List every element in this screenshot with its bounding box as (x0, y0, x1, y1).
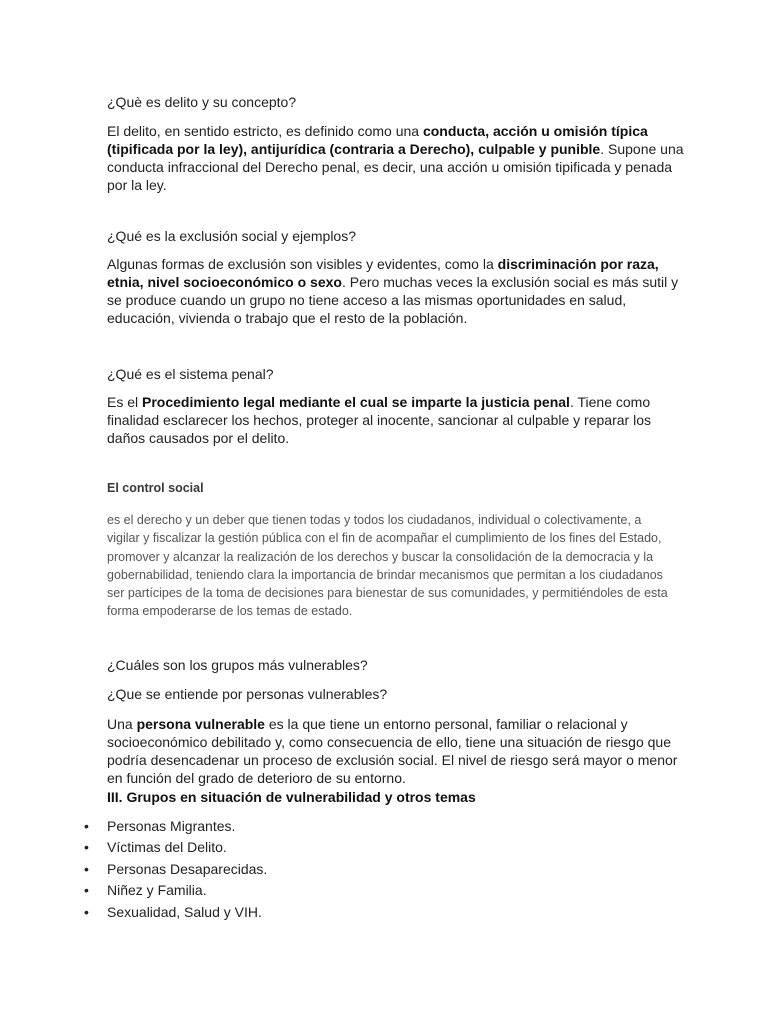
paragraph-bold: persona vulnerable (136, 716, 265, 732)
paragraph-text: es la que tiene un entorno personal, familiar o relacional y socioeconómico debilitado y, como consecuencia de ello, tiene una situación de riesgo que podría desencadenar un proceso de exclusión social. El nivel de riesgo será mayor o menor en función del grado de deterioro de su entorno. (107, 716, 678, 786)
bullet-icon: • (84, 904, 89, 920)
paragraph-text: El delito, en sentido estricto, es definido como una (107, 123, 423, 139)
question-grupos-vulnerables: ¿Cuáles son los grupos más vulnerables? (107, 657, 368, 673)
paragraph-text: . Pero muchas veces la exclusión social es más sutil y se produce cuando un grupo no tiene acceso a las mismas oportunidades en salud, educación, vivienda o trabajo que el resto de la población. (107, 274, 679, 326)
paragraph-sistema-penal (107, 393, 687, 447)
bullet-icon: • (84, 861, 89, 877)
list-item: Niñez y Familia. (107, 882, 207, 898)
paragraph-bold: conducta, acción u omisión típica (tipificada por la ley), antijurídica (contraria a Derecho), culpable y punible (107, 123, 648, 157)
bullet-icon: • (84, 839, 89, 855)
list-item: Sexualidad, Salud y VIH. (107, 904, 262, 920)
heading-grupos-vulnerabilidad: III. Grupos en situación de vulnerabilidad y otros temas (107, 789, 476, 805)
paragraph-text: Es el (107, 394, 143, 410)
paragraph-text: . Tiene como finalidad esclarecer los hechos, proteger al inocente, sancionar al culpable y reparar los daños causados por el delito. (107, 394, 651, 446)
paragraph-text: Algunas formas de exclusión son visibles y evidentes, como la (107, 256, 498, 272)
paragraph-text: Una (107, 716, 137, 732)
question-sistema-penal: ¿Qué es el sistema penal? (107, 366, 274, 382)
paragraph-bold: discriminación por raza, etnia, nivel socioeconómico o sexo (107, 256, 659, 290)
list-item: Personas Desaparecidas. (107, 861, 268, 877)
paragraph-delito (107, 122, 687, 194)
list-item: Personas Migrantes. (107, 818, 236, 834)
paragraph-bold: Procedimiento legal mediante el cual se imparte la justicia penal (142, 394, 570, 410)
list-item: Víctimas del Delito. (107, 839, 227, 855)
question-exclusion: ¿Qué es la exclusión social y ejemplos? (107, 228, 357, 244)
paragraph-text: . Supone una conducta infraccional del Derecho penal, es decir, una acción u omisión tipificada y penada por la ley. (107, 141, 684, 193)
question-delito: ¿Què es delito y su concepto? (107, 94, 297, 110)
question-personas-vulnerables: ¿Que se entiende por personas vulnerables? (107, 686, 388, 702)
paragraph-control-social: es el derecho y un deber que tienen todas y todos los ciudadanos, individual o colectivamente, a vigilar y fiscalizar la gestión pública con el fin de acompañar el cumplimiento de los fines del Estado, promover y alcanzar la realización de los derechos y buscar la consolidación de la democracia y la gobernabilidad, teniendo clara la importancia de brindar mecanismos que permitan a los ciudadanos ser partícipes de la toma de decisiones para bienestar de sus comunidades, y permitiéndoles de esta forma empoderarse de los temas de estado. (107, 513, 668, 619)
bullet-icon: • (84, 882, 89, 898)
heading-control-social: El control social (107, 481, 204, 495)
bullet-icon: • (84, 818, 89, 834)
paragraph-persona-vulnerable (107, 715, 687, 787)
paragraph-exclusion (107, 255, 687, 327)
